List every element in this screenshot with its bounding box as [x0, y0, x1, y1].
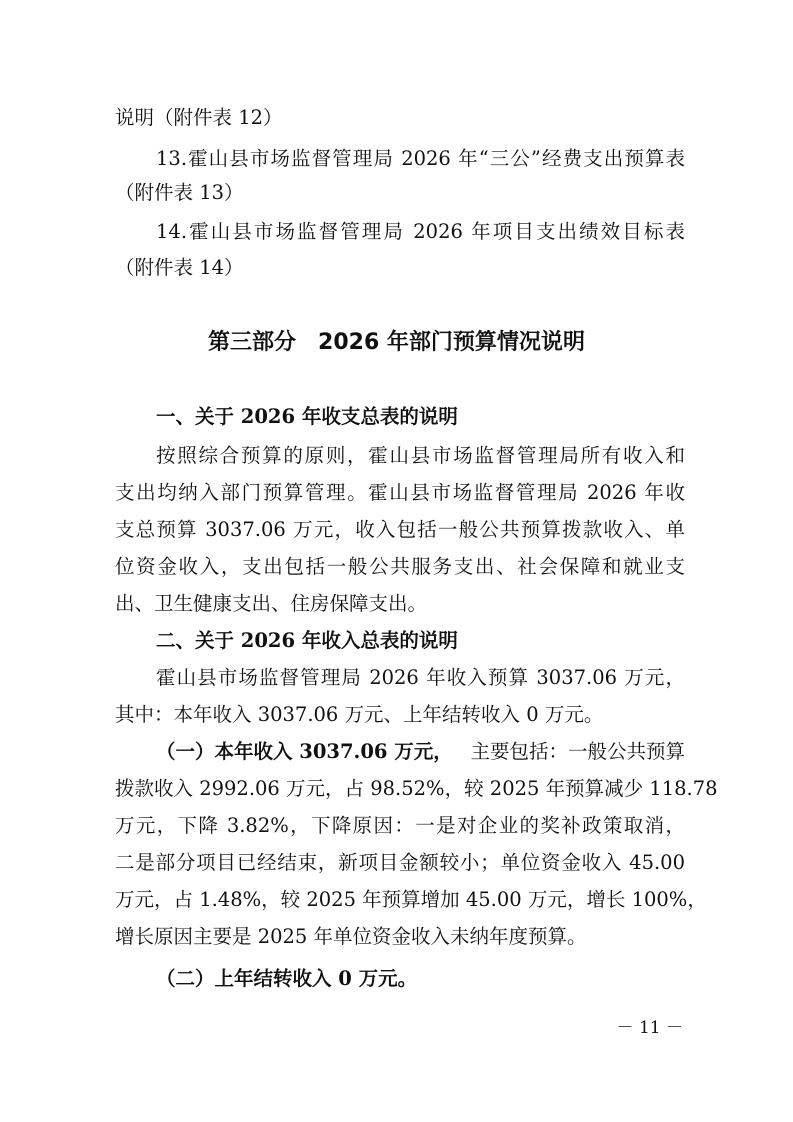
section-2-heading: 二、关于 2026 年收入总表的说明	[156, 629, 458, 652]
subsection-1-paragraph-line: 增长原因主要是 2025 年单位资金收入未纳年度预算。	[115, 925, 587, 948]
section-1-paragraph-line: 出、卫生健康支出、住房保障支出。	[115, 592, 428, 615]
section-2-paragraph-line: 霍山县市场监督管理局 2026 年收入预算 3037.06 万元，	[156, 666, 685, 689]
attachment-note-14: （附件表 14）	[115, 256, 244, 279]
attachment-item-14: 14.霍山县市场监督管理局 2026 年项目支出绩效目标表	[156, 220, 685, 243]
subsection-1-heading: （一）本年收入 3037.06 万元，	[156, 740, 453, 763]
page-number: － 11 －	[616, 1018, 683, 1038]
section-1-paragraph-line: 按照综合预算的原则，霍山县市场监督管理局所有收入和	[156, 444, 685, 467]
subsection-1-line	[156, 736, 685, 768]
section-title: 第三部分 2026 年部门预算情况说明	[208, 330, 585, 355]
section-2-paragraph-line: 其中：本年收入 3037.06 万元、上年结转收入 0 万元。	[115, 703, 604, 726]
subsection-2-heading: （二）上年结转收入 0 万元。	[156, 967, 418, 990]
attachment-item-13: 13.霍山县市场监督管理局 2026 年“三公”经费支出预算表	[156, 147, 685, 170]
subsection-1-paragraph-line: 万元，下降 3.82%，下降原因：一是对企业的奖补政策取消，	[115, 814, 685, 837]
subsection-1-paragraph-line: 万元，占 1.48%，较 2025 年预算增加 45.00 万元，增长 100%，	[115, 888, 707, 911]
subsection-1-paragraph-line: 二是部分项目已经结束，新项目金额较小；单位资金收入 45.00	[115, 851, 685, 874]
section-1-paragraph-line: 位资金收入，支出包括一般公共服务支出、社会保障和就业支	[115, 555, 685, 578]
section-1-paragraph-line: 支出均纳入部门预算管理。霍山县市场监督管理局 2026 年收	[115, 481, 685, 504]
section-1-paragraph-line: 支总预算 3037.06 万元，收入包括一般公共预算拨款收入、单	[115, 518, 685, 541]
attachment-note-13: （附件表 13）	[115, 181, 244, 204]
subsection-1-text: 主要包括：一般公共预算	[470, 740, 685, 763]
subsection-1-paragraph-line: 拨款收入 2992.06 万元，占 98.52%，较 2025 年预算减少 118.78	[115, 777, 718, 800]
attachment-note-12: 说明（附件表 12）	[115, 106, 283, 129]
section-1-heading: 一、关于 2026 年收支总表的说明	[156, 405, 458, 428]
